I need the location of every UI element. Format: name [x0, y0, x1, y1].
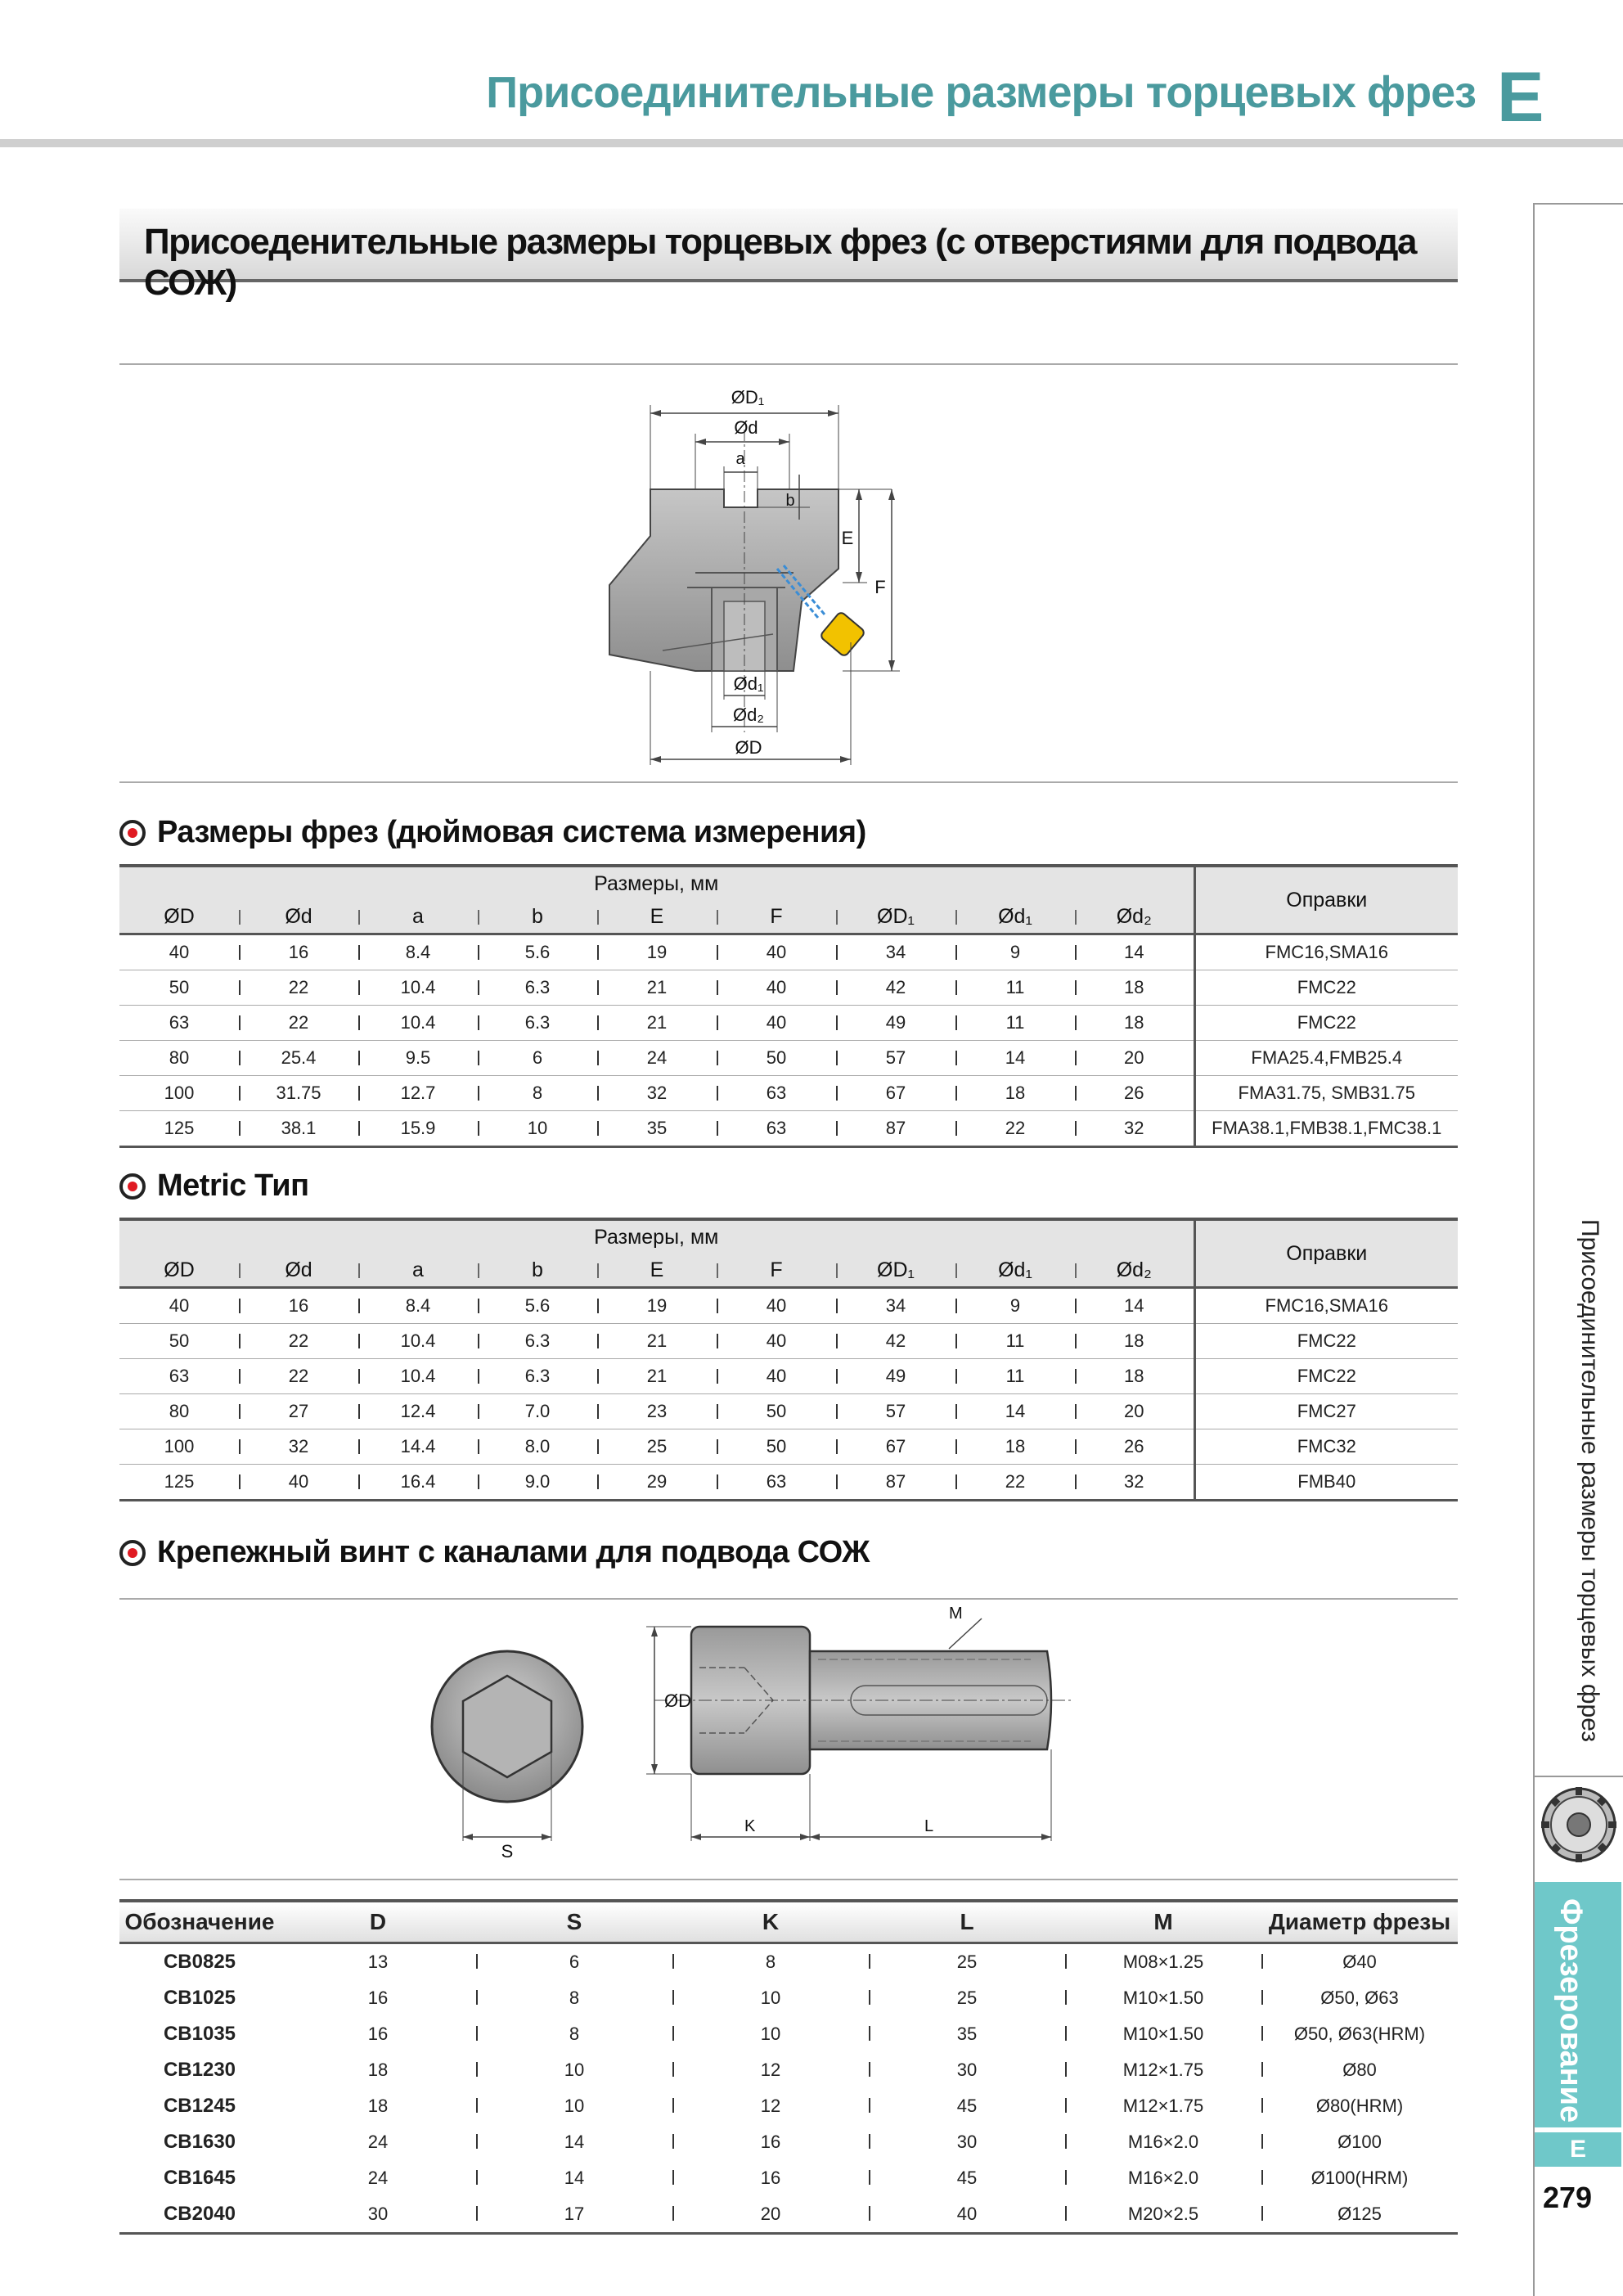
table-cell: M12×1.75	[1065, 2088, 1261, 2124]
arbor-cell: FMC16,SMA16	[1194, 1288, 1458, 1324]
table-cell: 18	[1075, 970, 1194, 1006]
divider	[119, 781, 1458, 783]
table-cell: 125	[119, 1111, 239, 1147]
label-D1: ØD₁	[731, 387, 765, 407]
table-cell: 42	[836, 970, 955, 1006]
arbor-cell: FMC32	[1194, 1429, 1458, 1465]
label-K: K	[744, 1817, 756, 1835]
table-row	[119, 1943, 1458, 1981]
group-header: Размеры, мм	[119, 1219, 1194, 1254]
table-cell: 49	[836, 1359, 955, 1394]
table-cell: 19	[597, 934, 717, 970]
table-cell: 8	[476, 1980, 672, 2016]
table-cell: Ø100(HRM)	[1261, 2160, 1458, 2196]
table-cell: 5.6	[478, 934, 597, 970]
table-row	[119, 2196, 1458, 2234]
designation-cell: CB1025	[163, 1987, 236, 2009]
table-cell: 15.9	[358, 1111, 478, 1147]
page-header-title: Присоединительные размеры торцевых фрез	[486, 68, 1476, 117]
table-cell: 26	[1075, 1429, 1194, 1465]
table-cell: 30	[869, 2052, 1065, 2088]
inch-table-heading	[119, 815, 866, 850]
table-cell: 7.0	[478, 1394, 597, 1429]
table-row	[119, 2088, 1458, 2124]
table-cell: 6.3	[478, 1324, 597, 1359]
col-header: Ød₁	[955, 1254, 1075, 1288]
bullet-icon	[119, 1173, 146, 1200]
divider	[119, 1598, 1458, 1600]
col-header: b	[478, 900, 597, 934]
table-cell: 27	[239, 1394, 358, 1429]
table-cell: Ø50, Ø63(HRM)	[1261, 2016, 1458, 2052]
table-cell: 49	[836, 1006, 955, 1041]
table-cell: 14	[476, 2160, 672, 2196]
designation-cell: CB2040	[119, 2196, 280, 2234]
designation-cell: CB0825	[163, 1951, 236, 1973]
label-L: L	[924, 1817, 934, 1835]
designation-cell: CB1630	[163, 2131, 236, 2153]
table-cell: 10	[672, 2016, 869, 2052]
designation-cell: CB1035	[163, 2023, 236, 2045]
table-row	[119, 934, 1458, 970]
table-cell: 18	[367, 2096, 389, 2116]
table-cell: 40	[717, 1324, 836, 1359]
table-cell: 8	[478, 1076, 597, 1111]
col-header: D	[280, 1901, 476, 1943]
table-cell: Ø125	[1261, 2196, 1458, 2234]
sidebar-top-rule	[1533, 203, 1623, 205]
table-cell: 16	[672, 2160, 869, 2196]
table-cell: 9.5	[358, 1041, 478, 1076]
table-cell: 50	[119, 1324, 239, 1359]
page-number: 279	[1543, 2181, 1593, 2214]
col-header: ØD₁	[836, 1254, 955, 1288]
table-cell: 25.4	[239, 1041, 358, 1076]
table-row	[119, 2124, 1458, 2160]
table-cell: 67	[836, 1429, 955, 1465]
table-cell: 30	[280, 2196, 476, 2234]
col-header: Ød	[239, 900, 358, 934]
group-header: Размеры, мм	[119, 866, 1194, 900]
col-header: M	[1065, 1901, 1261, 1943]
designation-cell: CB1230	[163, 2059, 236, 2081]
table-cell: 125	[119, 1465, 239, 1501]
table-cell: 6	[478, 1041, 597, 1076]
col-header: Ød₂	[1075, 1254, 1194, 1288]
table-cell: 12.4	[358, 1394, 478, 1429]
table-cell: 18	[1075, 1324, 1194, 1359]
bullet-icon	[119, 1540, 146, 1566]
table-cell: 40	[119, 1288, 239, 1324]
milling-cutter-icon	[1538, 1784, 1620, 1866]
col-header: Диаметр фрезы	[1261, 1901, 1458, 1943]
table-cell: 10.4	[358, 1359, 478, 1394]
table-row	[119, 1359, 1458, 1394]
col-header: E	[597, 900, 717, 934]
table-cell: 18	[1075, 1006, 1194, 1041]
table-cell: 21	[597, 1359, 717, 1394]
table-cell: 31.75	[239, 1076, 358, 1111]
arbor-cell: FMA31.75, SMB31.75	[1194, 1076, 1458, 1111]
table-cell: 10	[478, 1111, 597, 1147]
label-F: F	[874, 577, 886, 597]
table-cell: 10	[672, 1980, 869, 2016]
table-cell: 80	[119, 1394, 239, 1429]
label-D: ØD	[664, 1690, 691, 1711]
inch-table-title: Размеры фрез (дюймовая система измерения)	[157, 815, 866, 849]
table-cell: 87	[836, 1465, 955, 1501]
table-cell: 14	[955, 1041, 1075, 1076]
table-cell: Ø80(HRM)	[1261, 2088, 1458, 2124]
sidebar-rule	[1533, 1776, 1623, 1777]
table-cell: 11	[955, 1359, 1075, 1394]
table-cell: 50	[119, 970, 239, 1006]
arbor-header: Оправки	[1194, 1219, 1458, 1288]
table-cell: 8.4	[358, 1288, 478, 1324]
table-cell: 25	[597, 1429, 717, 1465]
table-row	[119, 1980, 1458, 2016]
table-cell: M08×1.25	[1065, 1943, 1261, 1981]
table-cell: 8	[476, 2016, 672, 2052]
label-d1: Ød₁	[733, 673, 764, 694]
arbor-cell: FMC22	[1194, 970, 1458, 1006]
table-cell: 10	[476, 2088, 672, 2124]
label-a: a	[735, 450, 745, 468]
table-cell: 6.3	[478, 970, 597, 1006]
table-row	[119, 1076, 1458, 1111]
arbor-cell: FMB40	[1194, 1465, 1458, 1501]
screw-dimensions-table	[119, 1899, 1458, 2235]
table-cell: 29	[597, 1465, 717, 1501]
table-cell: 6.3	[478, 1006, 597, 1041]
col-header: ØD	[119, 1254, 239, 1288]
table-cell: 8.0	[478, 1429, 597, 1465]
table-cell: 50	[717, 1041, 836, 1076]
table-cell: Ø50, Ø63	[1261, 1980, 1458, 2016]
table-cell: 22	[955, 1465, 1075, 1501]
table-cell: 14	[1075, 1288, 1194, 1324]
table-cell: 40	[717, 1006, 836, 1041]
table-cell: 18	[955, 1429, 1075, 1465]
table-row	[119, 970, 1458, 1006]
table-cell: 17	[476, 2196, 672, 2234]
table-cell: 18	[955, 1076, 1075, 1111]
table-cell: 16	[239, 934, 358, 970]
table-cell: 23	[597, 1394, 717, 1429]
divider	[119, 1879, 1458, 1880]
table-cell: M16×2.0	[1065, 2124, 1261, 2160]
table-cell: 9	[955, 934, 1075, 970]
table-cell: 12	[672, 2052, 869, 2088]
bullet-icon	[119, 820, 146, 846]
table-row	[119, 2160, 1458, 2196]
label-S: S	[501, 1841, 514, 1862]
table-cell: 57	[836, 1394, 955, 1429]
header-rule	[0, 139, 1623, 147]
metric-table-heading	[119, 1168, 309, 1204]
table-cell: 11	[955, 1006, 1075, 1041]
table-cell: 80	[119, 1041, 239, 1076]
arbor-cell: FMC22	[1194, 1006, 1458, 1041]
table-cell: 22	[239, 970, 358, 1006]
table-cell: 24	[597, 1041, 717, 1076]
section-title-bar	[119, 209, 1458, 303]
table-row	[119, 1006, 1458, 1041]
col-header: Обозначение	[119, 1901, 280, 1943]
table-cell: 20	[1075, 1041, 1194, 1076]
table-cell: 63	[119, 1006, 239, 1041]
table-cell: 63	[717, 1465, 836, 1501]
table-cell: 11	[955, 1324, 1075, 1359]
table-cell: 40	[869, 2196, 1065, 2234]
table-cell: 6	[476, 1943, 672, 1981]
section-title: Присоеденительные размеры торцевых фрез (с отверстиями для подвода СОЖ)	[144, 222, 1416, 303]
table-row	[119, 1041, 1458, 1076]
table-cell: 9	[955, 1288, 1075, 1324]
table-cell: 14	[1075, 934, 1194, 970]
metric-dimensions-table	[119, 1218, 1458, 1501]
chapter-letter: E	[1497, 58, 1544, 137]
table-cell: Ø40	[1261, 1943, 1458, 1981]
col-header: F	[717, 1254, 836, 1288]
label-M: M	[949, 1605, 963, 1623]
table-cell: 22	[239, 1006, 358, 1041]
table-row	[119, 1111, 1458, 1147]
table-cell: 12.7	[358, 1076, 478, 1111]
table-row	[119, 1288, 1458, 1324]
table-cell: 21	[597, 1324, 717, 1359]
inch-dimensions-table	[119, 864, 1458, 1148]
label-D: ØD	[735, 737, 762, 758]
col-header: Ød₂	[1075, 900, 1194, 934]
screw-title: Крепежный винт с каналами для подвода СОЖ	[157, 1535, 870, 1569]
arbor-cell: FMC22	[1194, 1359, 1458, 1394]
table-row	[119, 1394, 1458, 1429]
col-header: a	[358, 1254, 478, 1288]
table-cell: 32	[1075, 1465, 1194, 1501]
arbor-cell: FMA38.1,FMB38.1,FMC38.1	[1194, 1111, 1458, 1147]
table-cell: M20×2.5	[1065, 2196, 1261, 2234]
arbor-cell: FMC16,SMA16	[1194, 934, 1458, 970]
table-cell: 30	[869, 2124, 1065, 2160]
table-cell: 87	[836, 1111, 955, 1147]
table-cell: 25	[869, 1943, 1065, 1981]
table-cell: 25	[869, 1980, 1065, 2016]
table-row	[119, 1324, 1458, 1359]
table-cell: 34	[836, 1288, 955, 1324]
table-cell: 22	[239, 1324, 358, 1359]
table-cell: 45	[869, 2160, 1065, 2196]
col-header: Ød	[239, 1254, 358, 1288]
table-cell: 32	[239, 1429, 358, 1465]
col-header: F	[717, 900, 836, 934]
table-cell: 16	[367, 1988, 389, 2008]
table-cell: M16×2.0	[1065, 2160, 1261, 2196]
table-cell: 57	[836, 1041, 955, 1076]
arbor-header: Оправки	[1194, 866, 1458, 934]
table-cell: 16	[367, 2024, 389, 2044]
table-cell: 67	[836, 1076, 955, 1111]
table-cell: 22	[239, 1359, 358, 1394]
table-cell: 20	[672, 2196, 869, 2234]
table-cell: 50	[717, 1429, 836, 1465]
table-row	[119, 2052, 1458, 2088]
table-cell: 14.4	[358, 1429, 478, 1465]
col-header: E	[597, 1254, 717, 1288]
col-header: K	[672, 1901, 869, 1943]
table-cell: 26	[1075, 1076, 1194, 1111]
table-cell: Ø100	[1261, 2124, 1458, 2160]
table-cell: 100	[119, 1076, 239, 1111]
col-header: S	[476, 1901, 672, 1943]
table-cell: 38.1	[239, 1111, 358, 1147]
table-cell: 13	[367, 1952, 389, 1972]
table-cell: 40	[119, 934, 239, 970]
table-cell: 6.3	[478, 1359, 597, 1394]
arbor-cell: FMA25.4,FMB25.4	[1194, 1041, 1458, 1076]
table-cell: 21	[597, 970, 717, 1006]
col-header: ØD	[119, 900, 239, 934]
table-cell: 18	[1075, 1359, 1194, 1394]
table-cell: 9.0	[478, 1465, 597, 1501]
table-cell: 63	[717, 1076, 836, 1111]
col-header: a	[358, 900, 478, 934]
col-header: L	[869, 1901, 1065, 1943]
table-cell: 32	[1075, 1111, 1194, 1147]
table-cell: 40	[717, 970, 836, 1006]
table-cell: 24	[367, 2132, 389, 2152]
label-d: Ød	[734, 417, 758, 438]
table-cell: 20	[1075, 1394, 1194, 1429]
table-cell: 63	[119, 1359, 239, 1394]
screw-dimension-diagram	[409, 1604, 1113, 1866]
table-cell: 42	[836, 1324, 955, 1359]
table-cell: 100	[119, 1429, 239, 1465]
arbor-cell: FMC22	[1194, 1324, 1458, 1359]
table-cell: M10×1.50	[1065, 2016, 1261, 2052]
table-cell: 8.4	[358, 934, 478, 970]
table-cell: 40	[717, 934, 836, 970]
table-cell: 8	[672, 1943, 869, 1981]
table-cell: Ø80	[1261, 2052, 1458, 2088]
table-cell: 16	[672, 2124, 869, 2160]
table-cell: 18	[367, 2060, 389, 2080]
sidebar-category-tab[interactable]	[1535, 1882, 1621, 2127]
table-cell: 50	[717, 1394, 836, 1429]
table-cell: 10.4	[358, 1324, 478, 1359]
table-row	[119, 1465, 1458, 1501]
table-cell: 10	[476, 2052, 672, 2088]
designation-cell: CB1645	[163, 2167, 236, 2189]
designation-cell: CB1245	[163, 2095, 236, 2117]
table-cell: 14	[476, 2124, 672, 2160]
table-cell: 12	[672, 2088, 869, 2124]
table-row	[119, 2016, 1458, 2052]
table-cell: M12×1.75	[1065, 2052, 1261, 2088]
table-cell: 14	[955, 1394, 1075, 1429]
table-cell: 40	[717, 1288, 836, 1324]
table-cell: 21	[597, 1006, 717, 1041]
arbor-cell: FMC27	[1194, 1394, 1458, 1429]
table-cell: 24	[367, 2168, 389, 2188]
table-cell: 40	[239, 1465, 358, 1501]
table-cell: M10×1.50	[1065, 1980, 1261, 2016]
table-cell: 16	[239, 1288, 358, 1324]
sidebar-letter-tab[interactable]: E	[1535, 2132, 1621, 2167]
table-cell: 16.4	[358, 1465, 478, 1501]
table-cell: 10.4	[358, 970, 478, 1006]
table-cell: 19	[597, 1288, 717, 1324]
table-cell: 22	[955, 1111, 1075, 1147]
table-cell: 32	[597, 1076, 717, 1111]
sidebar-category-label: Фрезерование	[1553, 1898, 1588, 2123]
table-row	[119, 1429, 1458, 1465]
col-header: b	[478, 1254, 597, 1288]
table-cell: 35	[597, 1111, 717, 1147]
sidebar-vertical-title: Присоединительные размеры торцевых фрез	[1576, 1219, 1603, 1742]
table-cell: 40	[717, 1359, 836, 1394]
label-b: b	[785, 492, 795, 510]
table-cell: 10.4	[358, 1006, 478, 1041]
label-E: E	[841, 528, 854, 548]
table-cell: 11	[955, 970, 1075, 1006]
screw-heading	[119, 1535, 870, 1570]
col-header: Ød₁	[955, 900, 1075, 934]
table-cell: 5.6	[478, 1288, 597, 1324]
cutter-dimension-diagram	[573, 372, 916, 777]
table-cell: 45	[869, 2088, 1065, 2124]
table-cell: 35	[869, 2016, 1065, 2052]
metric-table-title: Metric Тип	[157, 1168, 309, 1203]
table-cell: 63	[717, 1111, 836, 1147]
divider	[119, 363, 1458, 365]
col-header: ØD₁	[836, 900, 955, 934]
table-cell: 34	[836, 934, 955, 970]
label-d2: Ød₂	[733, 705, 764, 725]
